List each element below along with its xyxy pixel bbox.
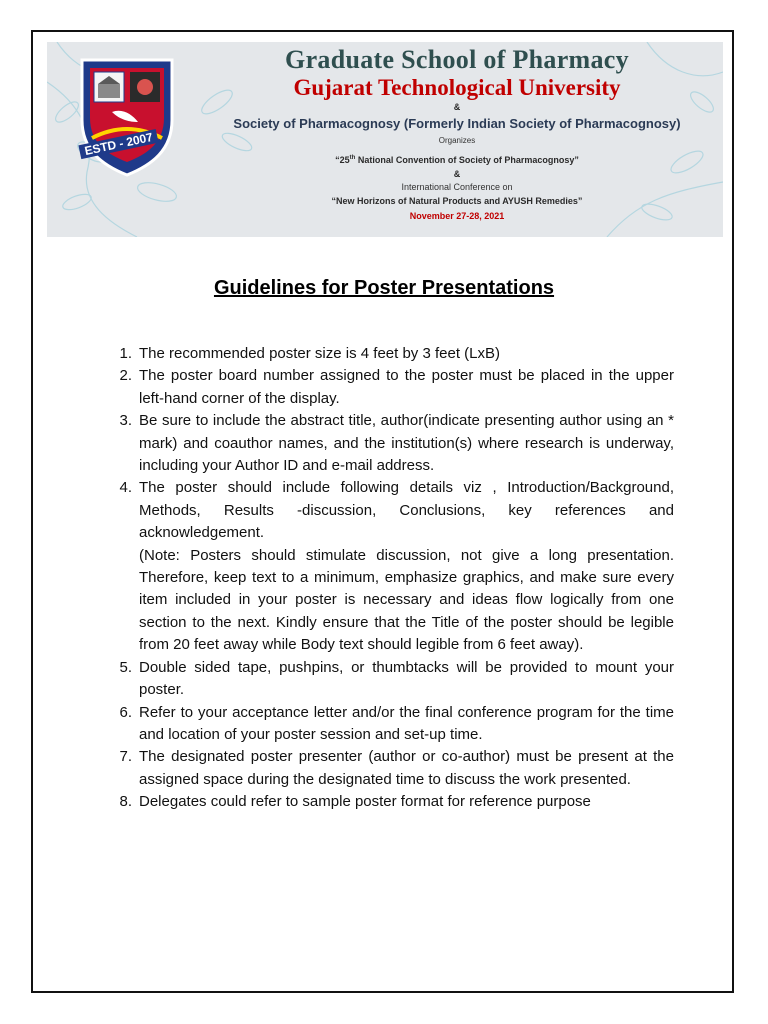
international-conference-label: International Conference on (401, 182, 513, 192)
logo-established-text: ESTD - 2007 (78, 129, 159, 159)
list-item: 8. Delegates could refer to sample poster format for reference purpose (119, 793, 591, 811)
organizes-label: Organizes (438, 136, 476, 145)
university-name: Gujarat Technological University (293, 75, 621, 100)
conference-banner (47, 42, 723, 237)
list-item: 3. Be sure to include the abstract title, author(indicate presenting author using an * mark) and coauthor names, and the institution(s) where research is underway, including your Author ID and e-mail address. (119, 412, 674, 475)
school-name: Graduate School of Pharmacy (285, 45, 629, 74)
list-item: 4. The poster should include following details viz , Introduction/Background, Methods, Results -discussion, Conclusions, key references and acknowledgement. (Note: Posters should stimulate discussion, not give a long presentation. Therefore, keep text to a minimum, emphasize graphics, and make sure every item included in your poster is necessary and ideas flow logically from one section to the next. Kindly ensure that the Title of the poster should be legible from 20 feet away while Body text should legible from 6 feet away). (110, 477, 674, 656)
guidelines-list (110, 343, 674, 814)
conference-theme: “New Horizons of Natural Products and AYUSH Remedies” (331, 196, 583, 206)
convention-name: “25th National Convention of Society of Pharmacognosy” (335, 155, 579, 165)
ampersand: & (453, 102, 461, 112)
list-item: 6. Refer to your acceptance letter and/or the final conference program for the time and location of your poster session and set-up time. (119, 703, 674, 743)
society-name: Society of Pharmacognosy (Formerly Indian Society of Pharmacognosy) (233, 116, 681, 131)
conference-dates: November 27-28, 2021 (409, 211, 505, 221)
ampersand: & (453, 169, 461, 179)
list-item: 5. Double sided tape, pushpins, or thumbtacks will be provided to mount your poster. (119, 658, 674, 699)
university-shield-logo (72, 50, 182, 180)
list-item: 1. The recommended poster size is 4 feet by 3 feet (LxB) (119, 345, 501, 362)
list-item: 7. The designated poster presenter (author or co-author) must be present at the assigned space during the designated time to discuss the work presented. (119, 748, 674, 788)
list-item: 2. The poster board number assigned to the poster must be placed in the upper left-hand corner of the display. (119, 367, 674, 407)
list-item-note: (Note: Posters should stimulate discussion, not give a long presentation. Therefore, keep text to a minimum, emphasize graphics, and make sure every item included in your poster is necessary and ideas flow logically from one section to the next. Kindly ensure that the Title of the poster should be legible from 20 feet away while Body text should legible from 6 feet away). (139, 546, 674, 654)
page-title: Guidelines for Poster Presentations (213, 277, 555, 299)
